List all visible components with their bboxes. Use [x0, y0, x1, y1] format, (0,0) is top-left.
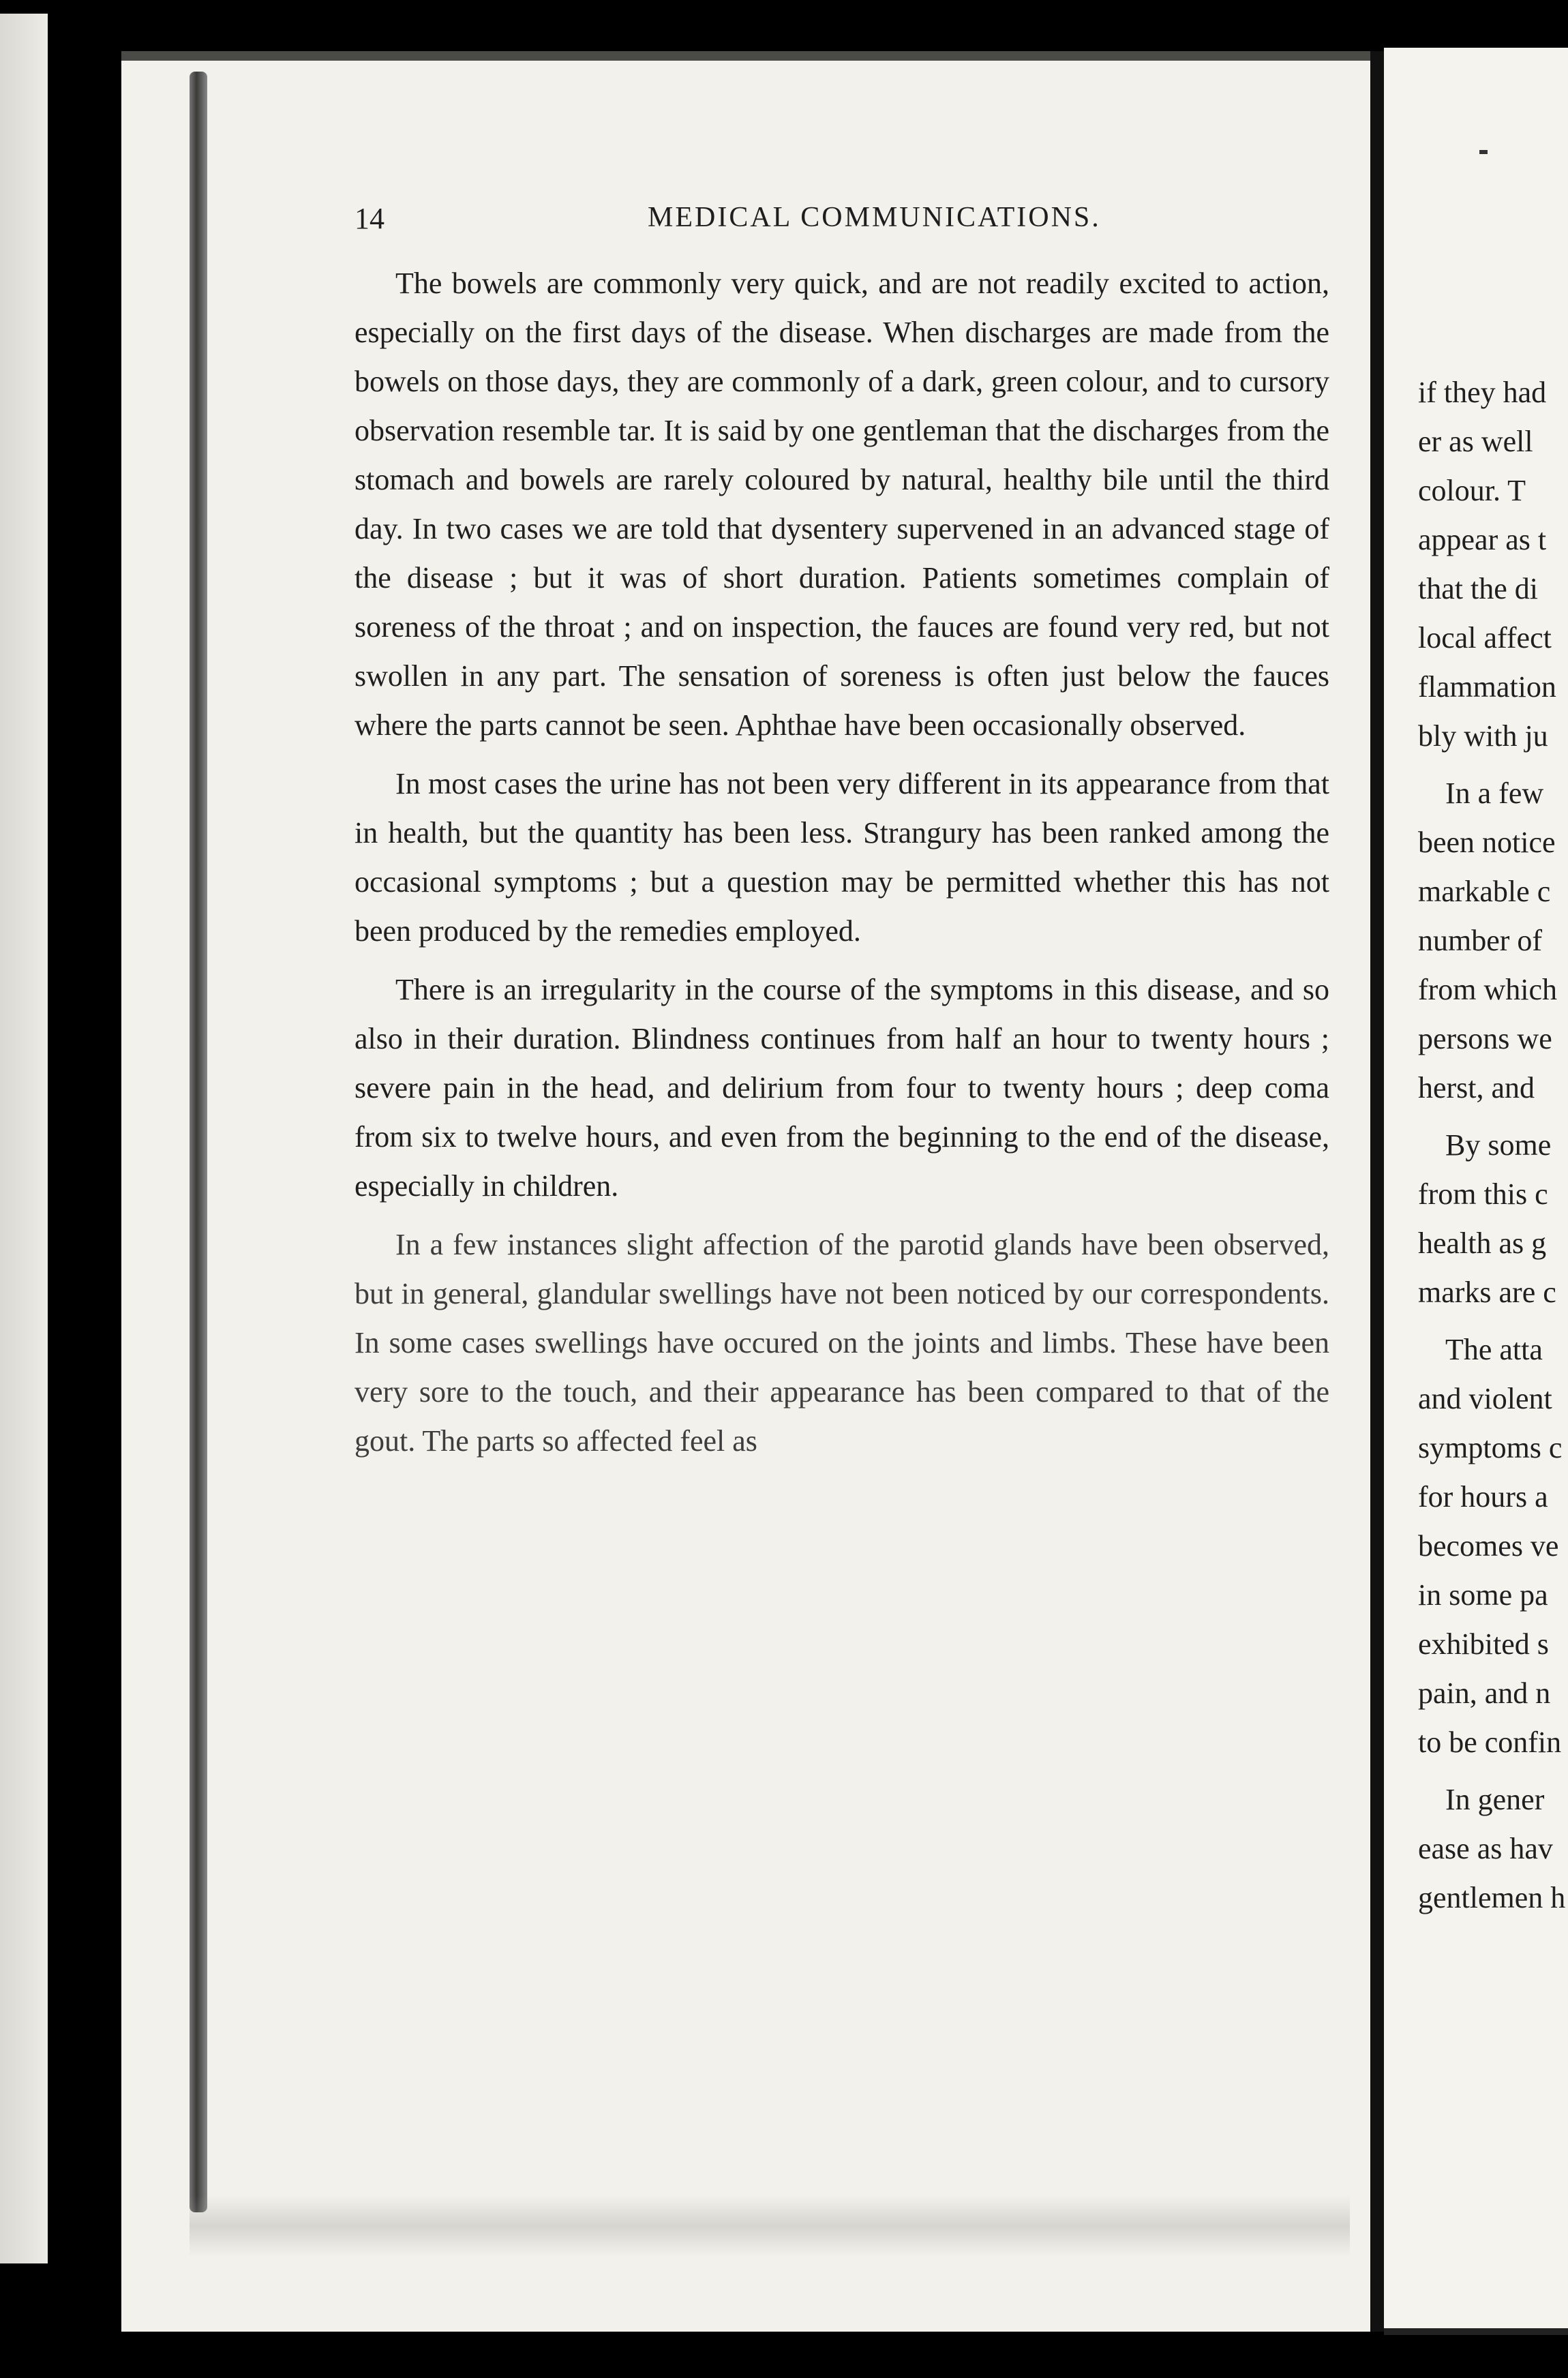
text-line: number of — [1418, 924, 1543, 957]
paragraph-parotid: In a few instances slight affection of the parotid glands have been observed, but in general, glandular swellings have not been noticed by our correspondents. In some cases swellings have occured on the joints and limbs. These have been very sore to the touch, and their appearance has been compared to that of the gout. The parts so affected feel as — [355, 1228, 1329, 1458]
text-line: and violent — [1418, 1382, 1552, 1415]
text-line: if they had — [1418, 376, 1547, 409]
ink-mark — [1479, 150, 1488, 154]
paragraph-bowels: The bowels are commonly very quick, and are not readily excited to action, especially on the first days of the disease. When discharges are made from the bowels on those days, they are commonly of a dark, green colour, and to cursory observation resemble tar. It is said by one gentleman that the discharges from the stomach and bowels are rarely coloured by natural, healthy bile until the third day. In two cases we are told that dysentery supervened in an advanced stage of the disease ; but it was of short duration. Patients sometimes complain of soreness of the throat ; and on inspection, the fauces are found very red, but not swollen in any part. The sensation of soreness is often just below the fauces where the parts cannot be seen. Aphthae have been occasionally observed. — [355, 267, 1329, 742]
text-line: from this c — [1418, 1177, 1548, 1211]
text-line: for hours a — [1418, 1480, 1548, 1514]
text-line: health as g — [1418, 1226, 1547, 1260]
text-line: bly with ju — [1418, 719, 1548, 753]
text-line: been notice — [1418, 826, 1556, 859]
book-gutter — [1370, 51, 1384, 2332]
text-line: appear as t — [1418, 523, 1547, 556]
text-line: The atta — [1445, 1333, 1543, 1366]
text-line: pain, and n — [1418, 1676, 1551, 1710]
page-edge — [0, 14, 48, 2263]
body-text — [355, 259, 1329, 1475]
right-page — [1384, 48, 1568, 2335]
running-head — [355, 201, 1323, 249]
text-line: local affect — [1418, 621, 1552, 654]
right-page-text — [1418, 368, 1568, 1923]
text-line: herst, and — [1418, 1071, 1535, 1104]
paragraph-urine: In most cases the urine has not been very different in its appearance from that in health, but the quantity has been less. Strangury has been ranked among the occasional symptoms ; but a question may be permitted whether this has not been produced by the remedies employed. — [355, 767, 1329, 948]
page-number: 14 — [355, 202, 385, 235]
text-line: In a few — [1445, 777, 1544, 810]
text-line: persons we — [1418, 1022, 1552, 1055]
text-line: By some — [1445, 1128, 1552, 1162]
text-line: marks are c — [1418, 1276, 1556, 1309]
page-stain — [190, 2195, 1350, 2257]
text-line: colour. T — [1418, 474, 1526, 507]
text-line: ease as hav — [1418, 1832, 1553, 1865]
text-line: exhibited s — [1418, 1627, 1549, 1661]
text-line: markable c — [1418, 875, 1551, 908]
paragraph-irregularity: There is an irregularity in the course of the symptoms in this disease, and so also in their duration. Blindness continues from half an hour to twenty hours ; severe pain in the head, and delirium from four to twenty hours ; deep coma from six to twelve hours, and even from the beginning to the end of the disease, especially in children. — [355, 973, 1329, 1203]
text-line: to be confin — [1418, 1726, 1562, 1759]
binding-shadow — [190, 72, 207, 2212]
text-line: flammation — [1418, 670, 1556, 704]
text-line: becomes ve — [1418, 1529, 1559, 1563]
running-title: MEDICAL COMMUNICATIONS. — [648, 202, 1101, 233]
text-line: from which — [1418, 973, 1558, 1006]
text-line: symptoms c — [1418, 1431, 1563, 1464]
text-line: in some pa — [1418, 1578, 1548, 1612]
text-line: In gener — [1445, 1783, 1545, 1816]
text-line: gentlemen h — [1418, 1881, 1566, 1914]
text-line: that the di — [1418, 572, 1538, 605]
text-line: er as well — [1418, 425, 1533, 458]
